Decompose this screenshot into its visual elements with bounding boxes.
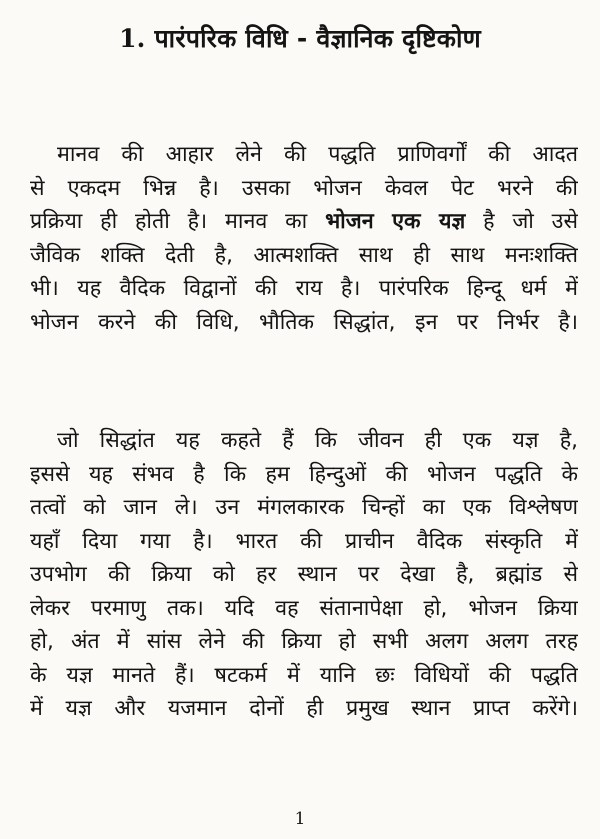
emphasized-phrase: भोजन एक यज्ञ xyxy=(325,209,466,234)
page-number: 1 xyxy=(294,809,306,829)
paragraph-line: के यज्ञ मानते हैं। षटकर्म में यानि छः विधियों की पद्धति xyxy=(30,662,578,688)
paragraph-1 xyxy=(30,138,578,339)
paragraph-line: में यज्ञ और यजमान दोनों ही प्रमुख स्थान प्राप्त करेंगे। xyxy=(30,696,578,721)
paragraph-line: लेकर परमाणु तक। यदि वह संतानापेक्षा हो, भोजन क्रिया xyxy=(30,595,578,621)
paragraph-line: से एकदम भिन्न है। उसका भोजन केवल पेट भरने की xyxy=(30,175,578,201)
paragraph-line: यहाँ दिया गया है। भारत की प्राचीन वैदिक संस्कृति में xyxy=(30,528,578,554)
paragraph-line-with-emphasis xyxy=(30,205,578,239)
paragraph-line: मानव की आहार लेने की पद्धति प्राणिवर्गों की आदत xyxy=(57,142,578,167)
paragraph-line: उपभोग की क्रिया को हर स्थान पर देखा है, ब्रह्मांड से xyxy=(30,562,578,587)
chapter-title-text: पारंपरिक विधि - वैज्ञानिक दृष्टिकोण xyxy=(154,24,481,53)
paragraph-line: जो सिद्धांत यह कहते हैं कि जीवन ही एक यज्ञ है, xyxy=(57,428,578,453)
paragraph-line: तत्वों को जान ले। उन मंगलकारक चिन्हों का एक विश्लेषण xyxy=(30,495,578,520)
paragraph-line: भोजन करने की विधि, भौतिक सिद्धांत, इन पर निर्भर है। xyxy=(30,309,578,335)
line-text-after-emphasis: है जो उसे xyxy=(465,209,578,234)
chapter-number: 1. xyxy=(119,24,146,53)
paragraph-2 xyxy=(30,424,578,726)
line-text-before-emphasis: प्रक्रिया ही होती है। मानव का xyxy=(30,209,326,234)
chapter-title xyxy=(0,22,600,56)
paragraph-line: इससे यह संभव है कि हम हिन्दुओं की भोजन पद्धति के xyxy=(30,461,578,487)
paragraph-line: जैविक शक्ति देती है, आत्मशक्ति साथ ही साथ मनःशक्ति xyxy=(30,242,578,268)
paragraph-line: हो, अंत में सांस लेने की क्रिया हो सभी अलग अलग तरह xyxy=(30,629,578,654)
paragraph-line: भी। यह वैदिक विद्वानों की राय है। पारंपरिक हिन्दू धर्म में xyxy=(30,276,578,301)
